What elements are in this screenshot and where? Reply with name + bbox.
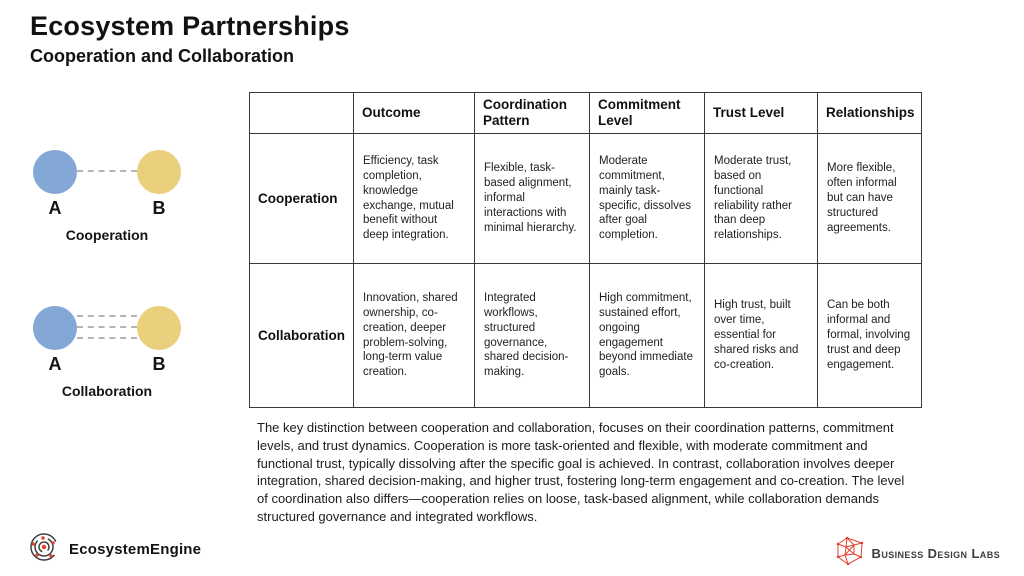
cooperation-node-b-label: B: [152, 198, 166, 218]
cell-cooperation-coordination: Flexible, task-based alignment, informal interactions with minimal hierarchy.: [475, 134, 590, 264]
cell-cooperation-trust: Moderate trust, based on functional reliability rather than deep relationships.: [705, 134, 818, 264]
collaboration-dashed-link-3: [77, 337, 137, 339]
cooperation-caption: Cooperation: [65, 227, 149, 243]
page-subtitle: Cooperation and Collaboration: [30, 46, 294, 66]
collaboration-dashed-link-2: [77, 326, 137, 328]
wireframe-crystal-icon: [835, 536, 865, 571]
cell-collaboration-outcome: Innovation, shared ownership, co-creation, deeper problem-solving, long-term value creation.: [354, 264, 475, 408]
cell-collaboration-relationships: Can be both informal and formal, involving trust and deep engagement.: [818, 264, 922, 408]
table-header-row: [250, 93, 922, 134]
collaboration-dashed-link-1: [77, 315, 137, 317]
cell-cooperation-relationships: More flexible, often informal but can have structured agreements.: [818, 134, 922, 264]
orbit-dots-icon: [28, 531, 60, 568]
collaboration-node-b-circle: [137, 306, 181, 350]
summary-text: The key distinction between cooperation and collaboration, focuses on their coordination patterns, commitment levels, and trust dynamics. Cooperation is more task-oriented and flexible, with moderate commitment and functional trust, typically dissolving after the specific goal is achieved. In contrast, collaboration involves deeper integration, shared decision-making, and higher trust, fostering long-term engagement and co-creation. The level of coordination also differs—cooperation relies on loose, task-based alignment, while collaboration demands structured governance and integrated workflows.: [257, 420, 905, 524]
table-corner-cell: [250, 93, 354, 134]
business-design-labs-logo-text: Business Design Labs: [871, 546, 1000, 561]
collaboration-node-b-label: B: [152, 354, 166, 374]
cell-collaboration-commitment: High commitment, sustained effort, ongoing engagement beyond immediate goals.: [590, 264, 705, 408]
collaboration-node-a-label: A: [48, 354, 62, 374]
cooperation-node-a-circle: [33, 150, 77, 194]
page-title: Ecosystem Partnerships: [30, 11, 350, 41]
ecosystem-engine-logo: [28, 531, 201, 568]
cell-cooperation-commitment: Moderate commitment, mainly task-specific, dissolves after goal completion.: [590, 134, 705, 264]
cell-collaboration-coordination: Integrated workflows, structured governance, shared decision-making.: [475, 264, 590, 408]
table-row-cooperation: [250, 134, 922, 264]
collaboration-node-a-circle: [33, 306, 77, 350]
title-block: [30, 11, 350, 67]
cooperation-node-a-label: A: [48, 198, 62, 218]
table-row-collaboration: [250, 264, 922, 408]
row-header-collaboration: Collaboration: [250, 264, 354, 408]
ecosystem-engine-logo-text: EcosystemEngine: [69, 541, 202, 558]
column-header-relationships: Relationships: [818, 93, 922, 134]
cooperation-diagram: [14, 140, 214, 252]
column-header-coordination-pattern: Coordination Pattern: [475, 93, 590, 134]
cell-cooperation-outcome: Efficiency, task completion, knowledge exchange, mutual benefit without deep integration.: [354, 134, 475, 264]
cell-collaboration-trust: High trust, built over time, essential for shared risks and co-creation.: [705, 264, 818, 408]
collaboration-caption: Collaboration: [61, 383, 153, 399]
column-header-trust-level: Trust Level: [705, 93, 818, 134]
row-header-cooperation: Cooperation: [250, 134, 354, 264]
column-header-outcome: Outcome: [354, 93, 475, 134]
business-design-labs-logo: [835, 536, 1000, 571]
column-header-commitment-level: Commitment Level: [590, 93, 705, 134]
cooperation-node-b-circle: [137, 150, 181, 194]
collaboration-diagram: [14, 296, 214, 408]
comparison-table: [249, 92, 922, 408]
cooperation-dashed-link: [77, 170, 137, 172]
